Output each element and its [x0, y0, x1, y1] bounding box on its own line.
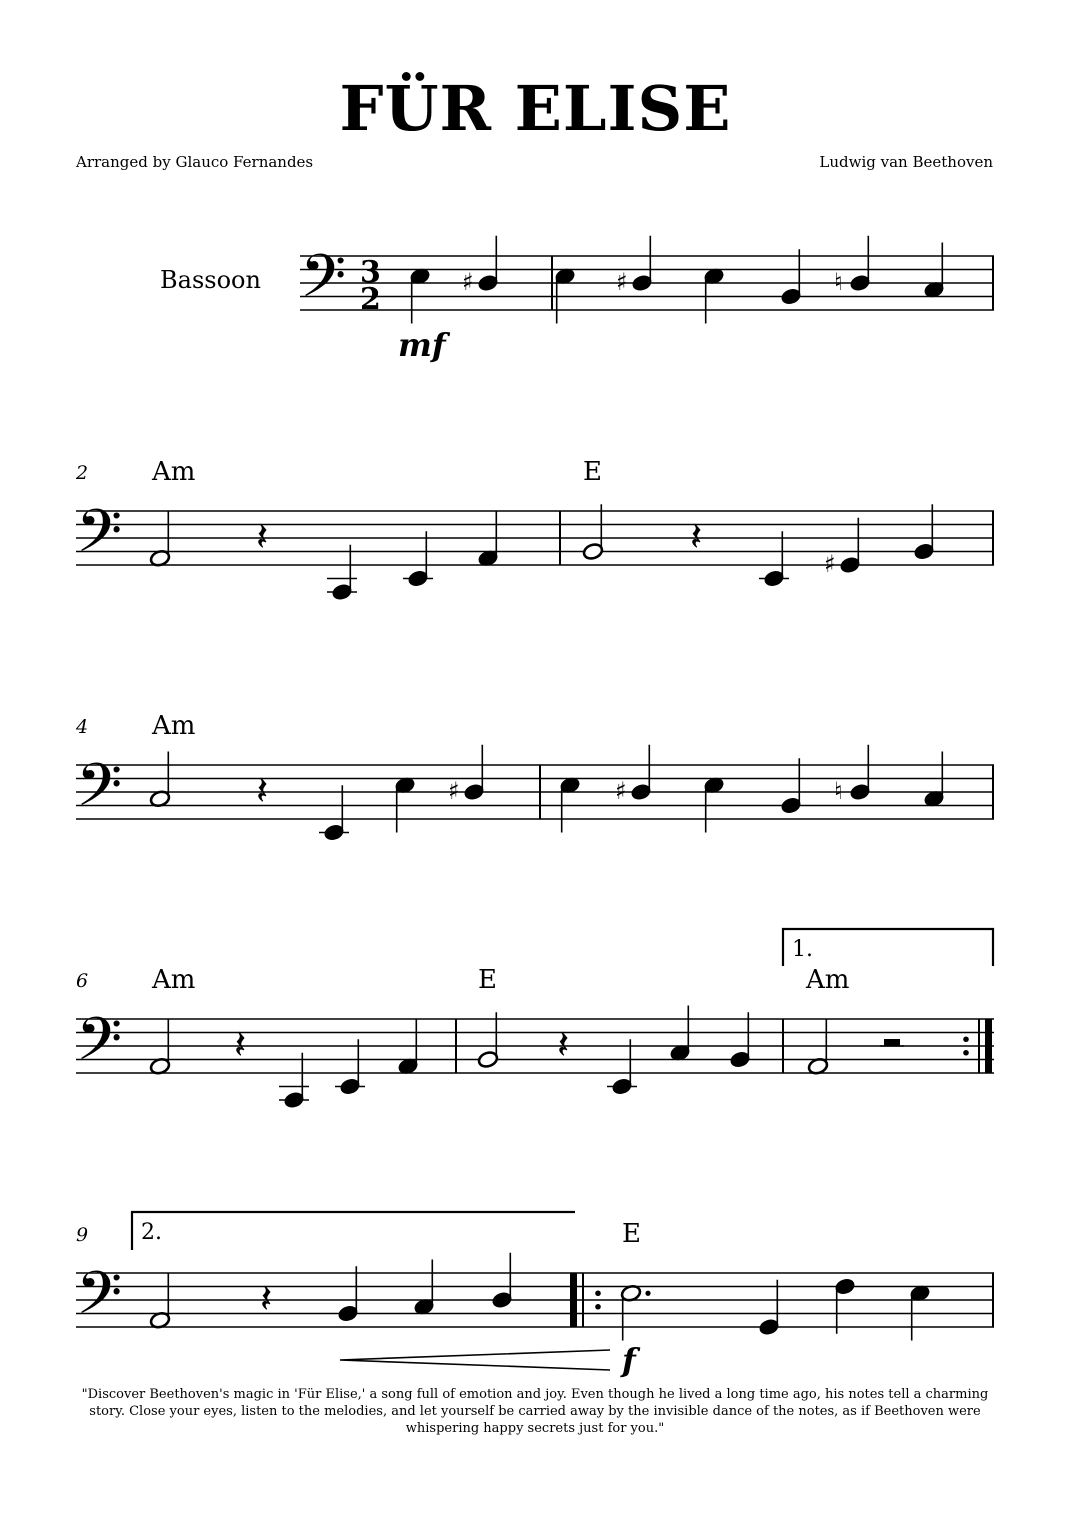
- chord-symbol: Am: [152, 711, 196, 741]
- quarter-rest: 𝄽: [557, 1022, 570, 1069]
- quarter-rest: 𝄽: [690, 514, 703, 561]
- sharp-sign: ♯: [462, 268, 474, 296]
- augmentation-dot: [645, 1291, 650, 1296]
- half-rest: [884, 1039, 900, 1046]
- measure-number: 4: [76, 716, 89, 738]
- bass-clef: 𝄢: [76, 750, 123, 834]
- repeat-dot: [963, 1036, 969, 1042]
- chord-symbol: Am: [806, 965, 850, 995]
- chord-symbol: Am: [152, 457, 196, 487]
- final-thick-barline: [985, 1019, 992, 1073]
- instrument-name: Bassoon: [160, 266, 261, 294]
- volta-label: 1.: [792, 937, 813, 962]
- bass-clef: 𝄢: [76, 1258, 123, 1342]
- measure-number: 6: [76, 970, 89, 992]
- crescendo-hairpin: [340, 1350, 610, 1370]
- arranger-credit: Arranged by Glauco Fernandes: [76, 153, 314, 171]
- sharp-sign: ♯: [448, 777, 460, 805]
- page-title: FÜR ELISE: [339, 72, 732, 145]
- footer-note: "Discover Beethoven's magic in 'Für Elise,' a song full of emotion and joy. Even though he lived a long time ago, his notes tell a charming story. Close your eyes, listen to the melodies, and let yourself be carried away by the invisible dance of the notes, as if Beethoven were whispering happy secrets just for you.": [81, 1387, 989, 1436]
- time-signature-bottom: 2: [360, 282, 381, 317]
- volta-bracket: [783, 929, 993, 966]
- measure-number: 2: [76, 462, 89, 484]
- sharp-sign: ♯: [824, 550, 836, 578]
- bass-clef: 𝄢: [76, 496, 123, 580]
- volta-bracket: [132, 1212, 575, 1250]
- repeat-dot: [595, 1304, 601, 1310]
- repeat-dot: [963, 1050, 969, 1056]
- dynamic-marking: mf: [398, 326, 446, 364]
- chord-symbol: E: [478, 965, 497, 995]
- sharp-sign: ♯: [615, 777, 627, 805]
- sharp-sign: ♯: [616, 268, 628, 296]
- repeat-dot: [595, 1290, 601, 1296]
- bass-clef: 𝄢: [300, 241, 347, 325]
- dynamic-marking: f: [622, 1341, 636, 1379]
- quarter-rest: 𝄽: [260, 1276, 273, 1323]
- repeat-thick-barline: [570, 1273, 577, 1327]
- composer-credit: Ludwig van Beethoven: [819, 153, 993, 171]
- time-signature-top: 3: [360, 255, 381, 290]
- natural-sign: ♮: [834, 777, 843, 805]
- chord-symbol: E: [583, 457, 602, 487]
- volta-label: 2.: [141, 1220, 162, 1245]
- chord-symbol: Am: [152, 965, 196, 995]
- natural-sign: ♮: [834, 268, 843, 296]
- quarter-rest: 𝄽: [256, 514, 269, 561]
- bass-clef: 𝄢: [76, 1004, 123, 1088]
- quarter-rest: 𝄽: [234, 1022, 247, 1069]
- chord-symbol: E: [622, 1219, 641, 1249]
- measure-number: 9: [76, 1224, 89, 1246]
- quarter-rest: 𝄽: [256, 768, 269, 815]
